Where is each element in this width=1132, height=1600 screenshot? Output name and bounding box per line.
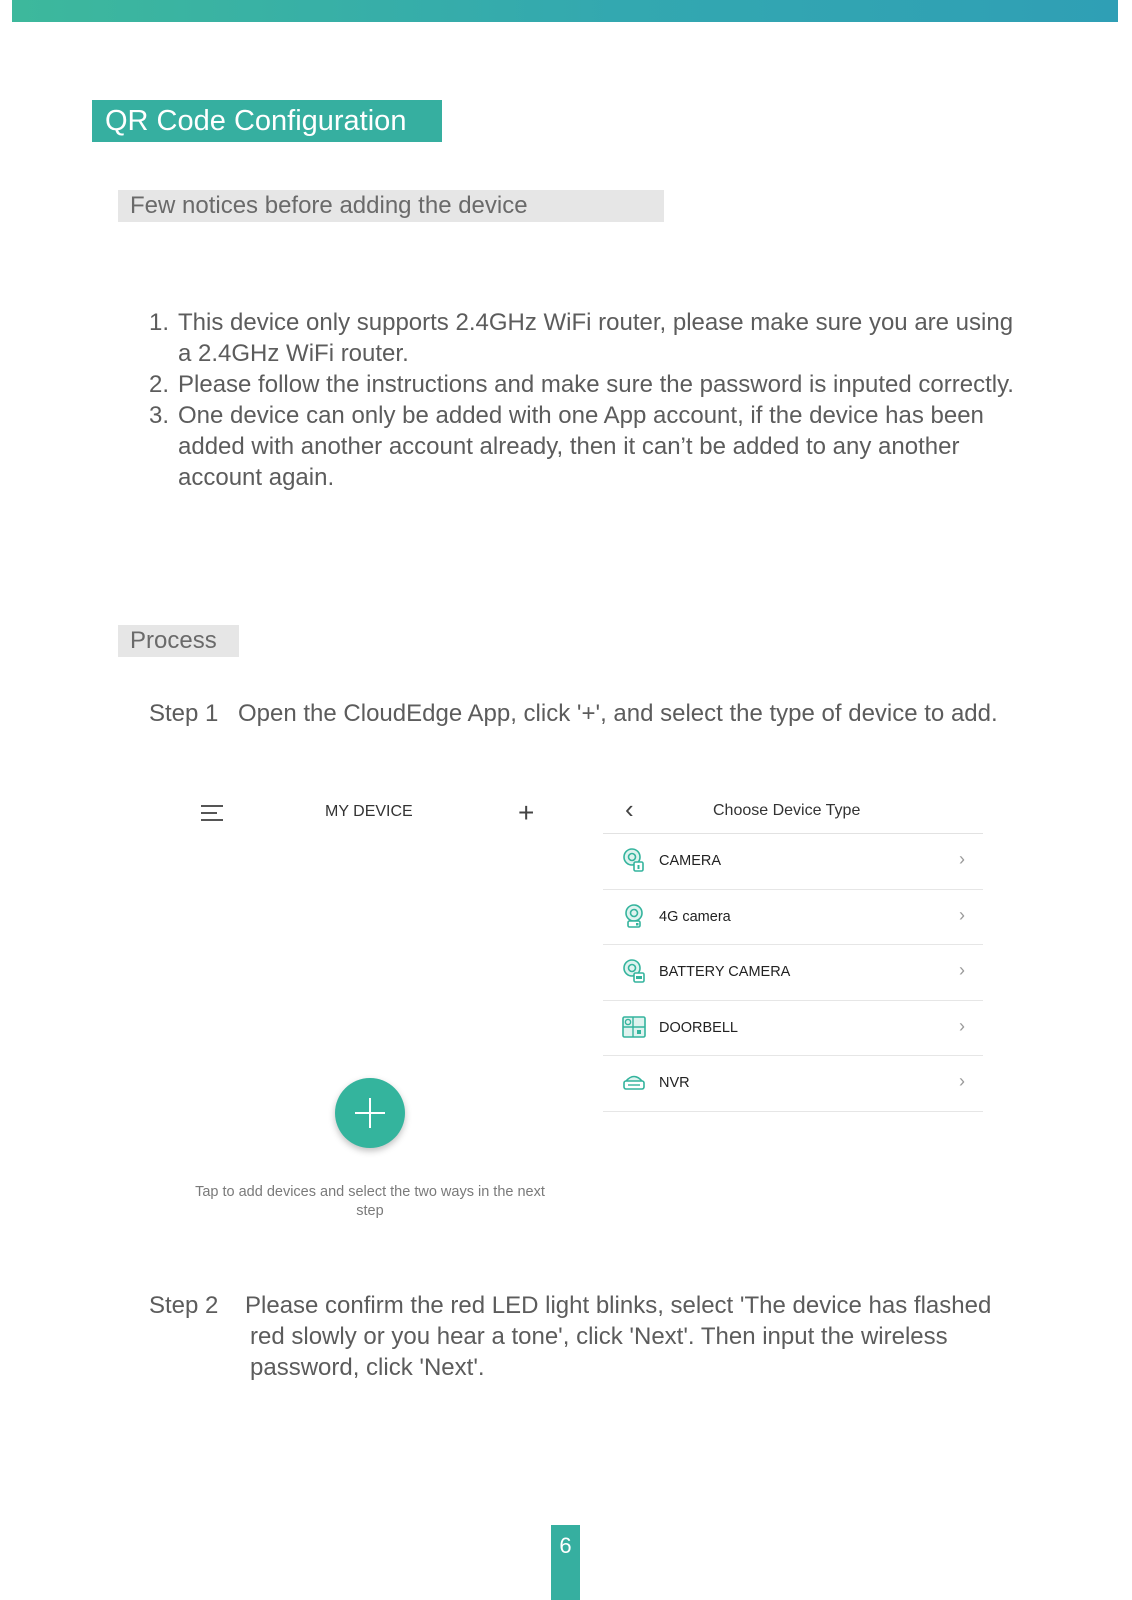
- screen-title: Choose Device Type: [713, 802, 861, 819]
- chevron-right-icon: ›: [959, 904, 965, 925]
- plus-icon[interactable]: +: [518, 797, 535, 828]
- device-type-battery-camera[interactable]: [603, 945, 983, 1001]
- step-label: Step 2: [149, 1292, 219, 1319]
- chevron-right-icon: ›: [959, 1015, 965, 1036]
- camera-4g-icon: [621, 903, 647, 929]
- top-accent-bar: [12, 0, 1118, 22]
- device-type-4g-camera[interactable]: [603, 890, 983, 946]
- step-1: [149, 698, 1009, 729]
- battery-camera-icon: [621, 958, 647, 984]
- add-device-hint: Tap to add devices and select the two ways in the next step: [195, 1184, 545, 1219]
- screen-title: MY DEVICE: [325, 803, 413, 820]
- device-type-nvr[interactable]: [603, 1056, 983, 1112]
- device-type-camera[interactable]: [603, 834, 983, 890]
- chevron-right-icon: ›: [959, 849, 965, 869]
- device-type-list: [603, 834, 983, 1112]
- notices-heading: Few notices before adding the device: [118, 190, 664, 222]
- notice-list: [149, 307, 1019, 493]
- list-item: [149, 369, 1019, 400]
- list-text: This device only supports 2.4GHz WiFi router, please make sure you are using a 2.4GHz WiFi router.: [178, 309, 1014, 367]
- nvr-icon: [621, 1069, 647, 1095]
- process-heading: Process: [118, 625, 239, 657]
- device-type-doorbell[interactable]: [603, 1001, 983, 1057]
- step-text: Open the CloudEdge App, click '+', and select the type of device to add.: [238, 700, 998, 727]
- step-text: Please confirm the red LED light blinks, select 'The device has flashed red slowly or you hear a tone', click 'Next'. Then input the wireless password, click 'Next'.: [245, 1292, 992, 1381]
- device-type-label: BATTERY CAMERA: [659, 964, 791, 980]
- list-item: [149, 400, 1019, 493]
- device-type-label: DOORBELL: [659, 1019, 738, 1036]
- list-item: [149, 307, 1019, 369]
- section-title: QR Code Configuration: [92, 100, 442, 142]
- my-device-screen: [195, 795, 545, 1225]
- menu-icon[interactable]: [201, 805, 223, 821]
- device-type-label: CAMERA: [659, 853, 722, 869]
- step-2: [149, 1290, 1009, 1383]
- choose-device-screen: [603, 795, 983, 1115]
- chevron-right-icon: ›: [959, 1071, 965, 1091]
- list-number: 3.: [149, 402, 170, 429]
- step-label: Step 1: [149, 700, 219, 727]
- camera-icon: [621, 847, 647, 873]
- page-number: 6: [551, 1525, 580, 1600]
- chevron-right-icon: ›: [959, 960, 965, 980]
- doorbell-icon: [621, 1014, 647, 1040]
- list-text: One device can only be added with one App account, if the device has been added with another account already, then it can’t be added to any another account again.: [178, 402, 984, 491]
- list-number: 1.: [149, 309, 170, 336]
- chevron-left-icon[interactable]: ‹: [625, 794, 634, 824]
- add-device-button[interactable]: [335, 1078, 405, 1148]
- device-type-label: 4G camera: [659, 908, 731, 925]
- list-text: Please follow the instructions and make sure the password is inputed correctly.: [178, 371, 1014, 398]
- device-type-label: NVR: [659, 1075, 690, 1091]
- list-number: 2.: [149, 371, 170, 398]
